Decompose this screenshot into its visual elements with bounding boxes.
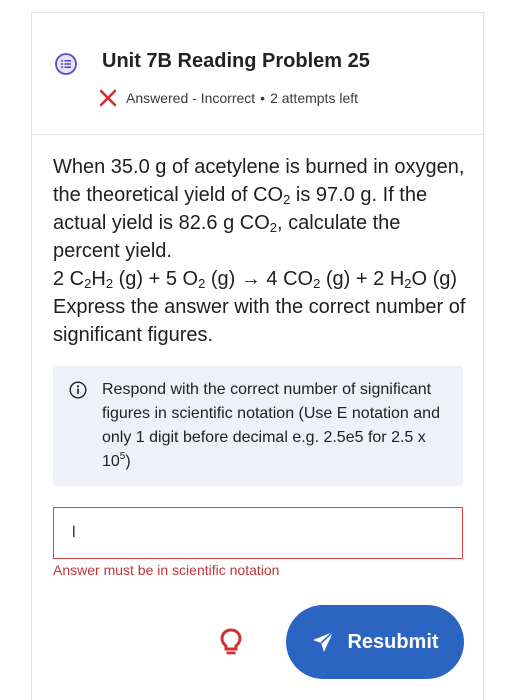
question-prompt: When 35.0 g of acetylene is burned in oxygen, the theoretical yield of $CO_2$ is 97.0 g. If the actual yield is 82.6 g $CO_2$, calculate the percent yield. [53, 156, 465, 262]
lightbulb-icon [220, 628, 242, 658]
info-icon [69, 381, 87, 399]
question-instruction: Express the answer with the correct number of significant figures. [53, 296, 466, 346]
send-icon [311, 630, 335, 654]
incorrect-x-icon [98, 88, 118, 108]
question-list-icon [55, 53, 77, 75]
question-text [53, 153, 468, 349]
attempts-left: 2 attempts left [270, 90, 359, 106]
status-text: Answered - Incorrect [126, 90, 256, 106]
resubmit-button[interactable] [286, 605, 464, 679]
page-title: Unit 7B Reading Problem 25 [102, 50, 370, 72]
info-box [53, 366, 463, 486]
question-card [31, 12, 484, 700]
error-message: Answer must be in scientific notation [53, 562, 280, 578]
status-separator: • [260, 90, 266, 106]
resubmit-label: Resubmit [347, 630, 439, 653]
answer-status [98, 88, 358, 108]
answer-input[interactable] [53, 507, 463, 559]
question-header [32, 13, 483, 135]
chemical-equation: 2 $C_2H_2$ (g) + 5 $O_2$ (g) → 4 $CO_2$ (g) + 2 $H_2O$ (g) [53, 268, 458, 291]
info-text: Respond with the correct number of significant figures in scientific notation (Use E notation and only 1 digit before decimal e.g. 2.5e5 for 2.5 x $10^5$) [102, 381, 440, 470]
hint-button[interactable] [207, 619, 255, 667]
